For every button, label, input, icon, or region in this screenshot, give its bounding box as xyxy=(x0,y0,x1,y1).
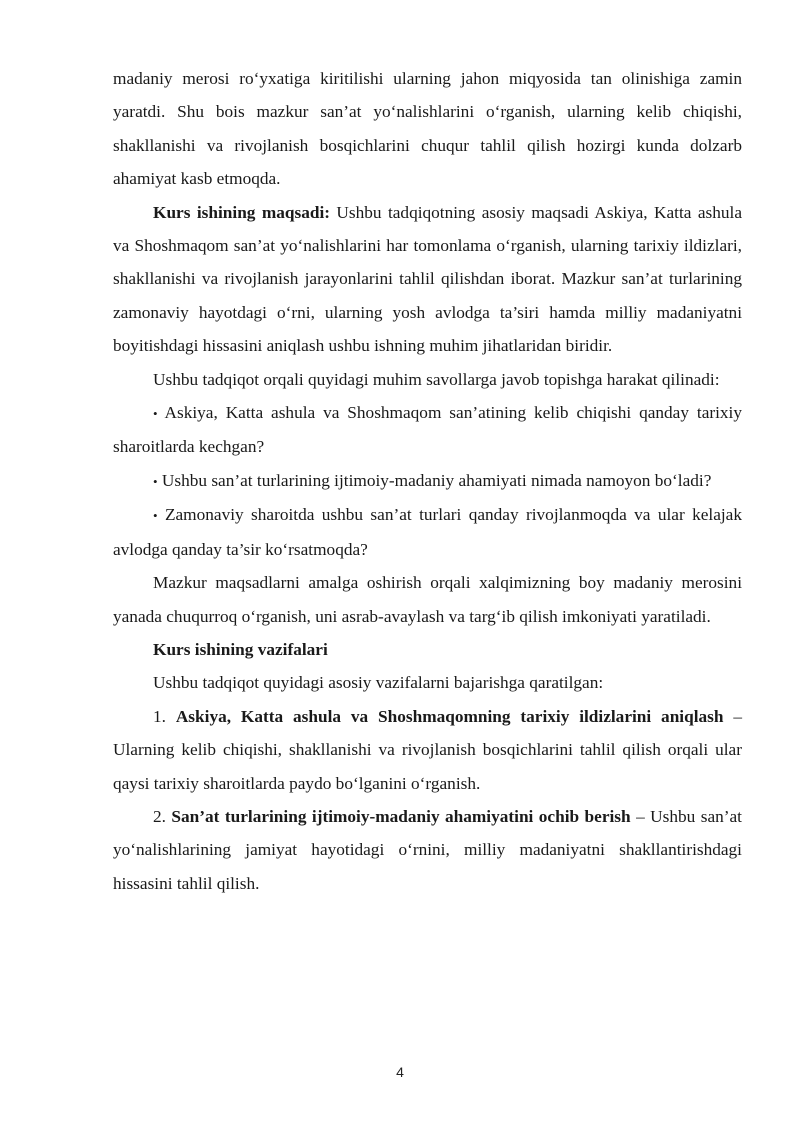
goal-label: Kurs ishining maqsadi: xyxy=(153,202,331,222)
paragraph-conclusion: Mazkur maqsadlarni amalga oshirish orqali xalqimizning boy madaniy merosini yanada chuqurroq o‘rganish, uni asrab-avaylash va targ‘ib qilish imkoniyati yaratiladi. xyxy=(113,573,742,626)
paragraph-tasks-intro: Ushbu tadqiqot quyidagi asosiy vazifalarni bajarishga qaratilgan: xyxy=(153,673,604,693)
paragraph-intro: madaniy merosi ro‘yxatiga kiritilishi ularning jahon miqyosida tan olinishiga zamin yaratdi. Shu bois mazkur san’at yo‘nalishlarini o‘rganish, ularning kelib chiqishi, shakllanishi va rivojlanish bosqichlarini chuqur tahlil qilish hozirgi kunda dolzarb ahamiyat kasb etmoqda. xyxy=(113,69,742,189)
section-heading-tasks: Kurs ishining vazifalari xyxy=(153,639,328,659)
paragraph-questions-intro: Ushbu tadqiqot orqali quyidagi muhim savollarga javob topishga harakat qilinadi: xyxy=(153,369,720,389)
task-title: San’at turlarining ijtimoiy-madaniy ahamiyatini ochib berish xyxy=(171,806,631,826)
list-item-question-3: • Zamonaviy sharoitda ushbu san’at turlari qanday rivojlanmoqda va ular kelajak avlodga qanday ta’sir ko‘rsatmoqda? xyxy=(113,505,742,559)
bullet-icon: • xyxy=(153,406,158,422)
paragraph-goal: Kurs ishining maqsadi: Ushbu tadqiqotning asosiy maqsadi Askiya, Katta ashula va Shoshmaqom san’at yo‘nalishlarini har tomonlama o‘rganish, ularning tarixiy ildizlari, shakllanishi va rivojlanish jarayonlarini tahlil qilishdan iborat. Mazkur san’at turlarining zamonaviy hayotdagi o‘rni, ularning yosh avlodga ta’siri hamda milliy madaniyatni boyitishdagi hissasini aniqlash ushbu ishning muhim jihatlaridan biridir. xyxy=(113,202,742,356)
list-number: 2. xyxy=(153,806,166,826)
bullet-icon: • xyxy=(153,508,158,524)
numbered-item-task-1: 1. Askiya, Katta ashula va Shoshmaqomning tarixiy ildizlarini aniqlash – Ularning kelib chiqishi, shakllanishi va rivojlanish bosqichlarini tahlil qilish orqali ular qaysi tarixiy sharoitlarda paydo bo‘lganini o‘rganish. xyxy=(113,706,742,793)
list-item-question-1: • Askiya, Katta ashula va Shoshmaqom san’atining kelib chiqishi qanday tarixiy sharoitlarda kechgan? xyxy=(113,403,742,457)
task-title: Askiya, Katta ashula va Shoshmaqomning tarixiy ildizlarini aniqlash xyxy=(175,706,724,726)
list-number: 1. xyxy=(153,706,166,726)
list-item-question-2: • Ushbu san’at turlarining ijtimoiy-madaniy ahamiyati nimada namoyon bo‘ladi? xyxy=(153,470,712,490)
bullet-icon: • xyxy=(153,473,158,489)
page-number: 4 xyxy=(396,1064,404,1080)
document-body xyxy=(113,62,742,900)
numbered-item-task-2: 2. San’at turlarining ijtimoiy-madaniy ahamiyatini ochib berish – Ushbu san’at yo‘nalishlarining jamiyat hayotidagi o‘rnini, milliy madaniyatni shakllantirishdagi hissasini tahlil qilish. xyxy=(113,806,742,893)
